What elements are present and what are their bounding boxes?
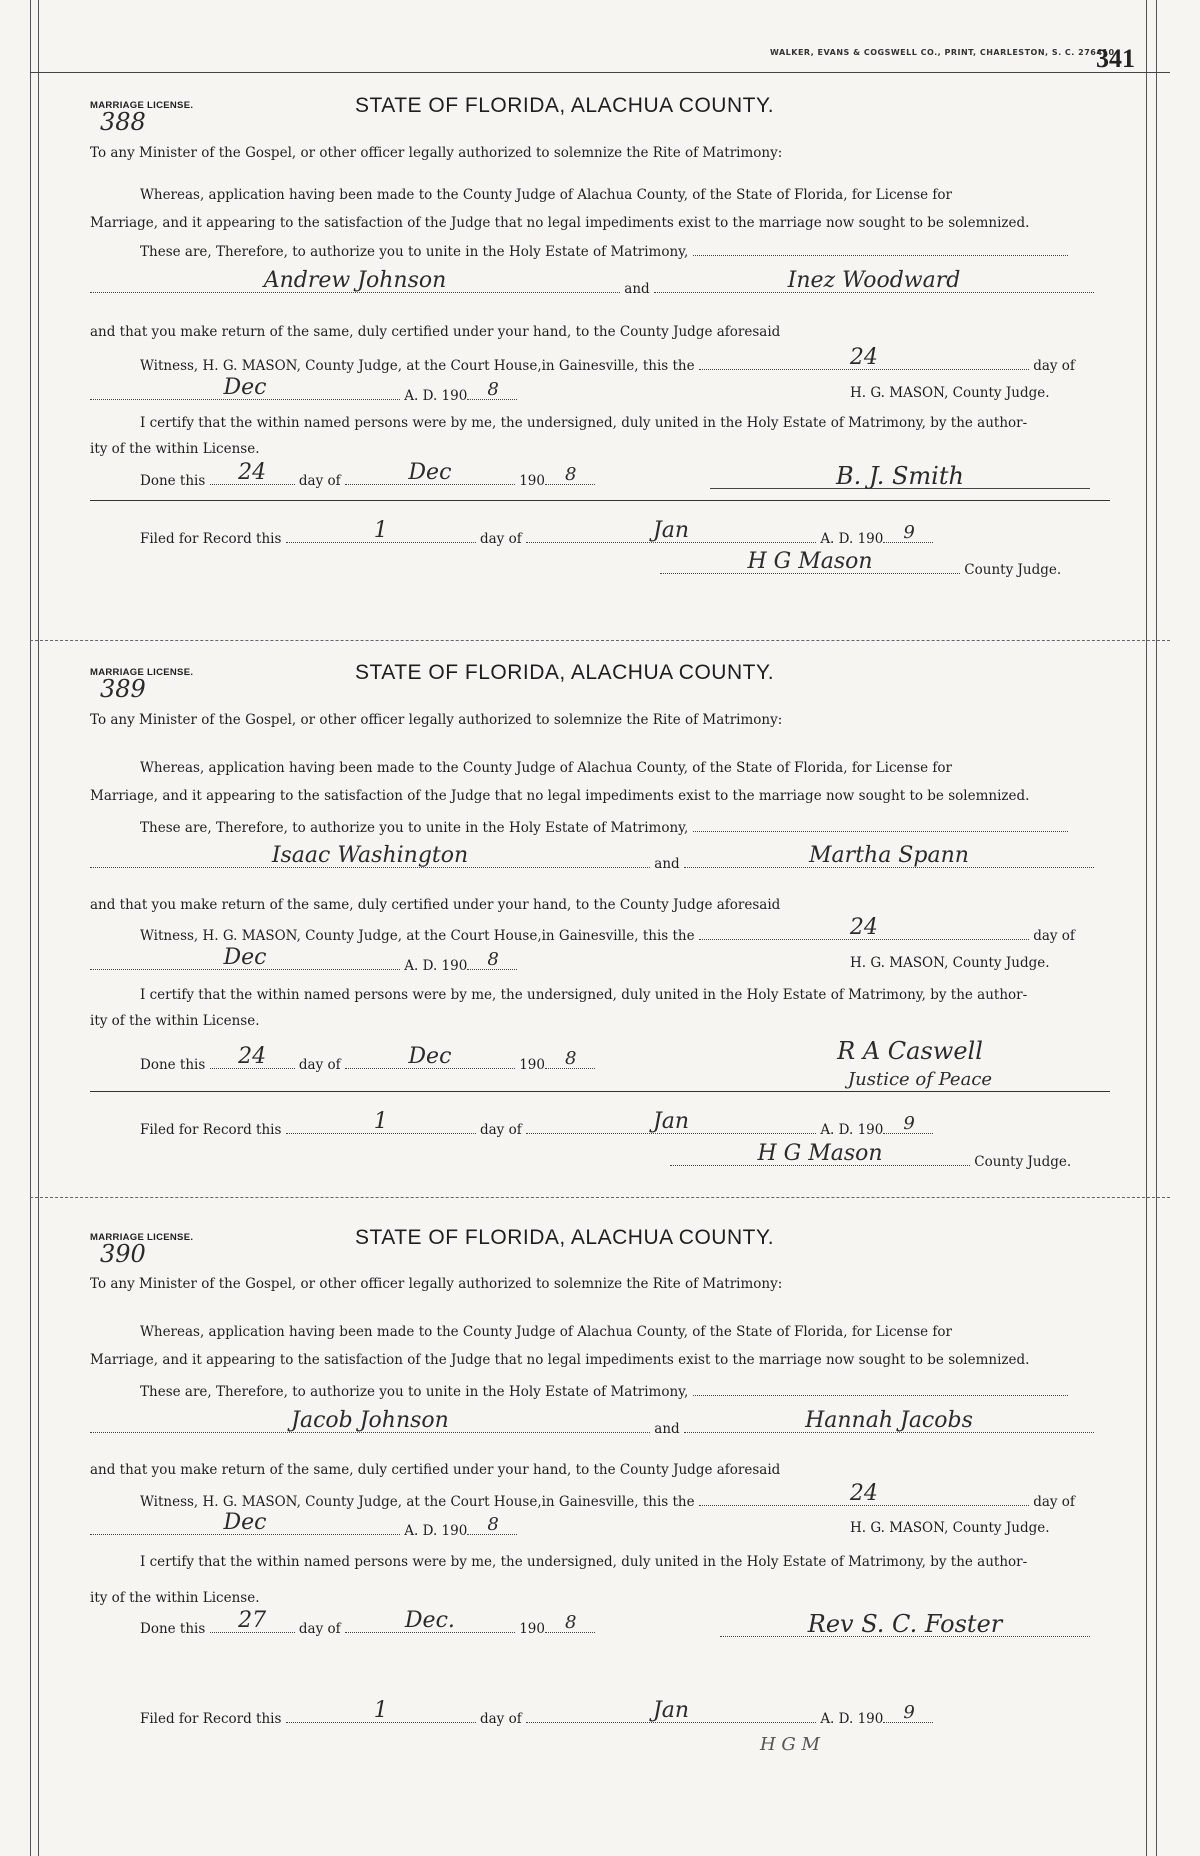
- groom-field: [90, 843, 650, 868]
- done-line: [140, 460, 595, 489]
- filed-year: 9: [903, 522, 915, 543]
- whereas-line-2: Marriage, and it appearing to the satisfaction of the Judge that no legal impediments exist to the marriage now sought to be solemnized.: [90, 1352, 1030, 1368]
- county-judge-text: County Judge.: [964, 562, 1062, 578]
- county-judge-text: County Judge.: [974, 1154, 1072, 1170]
- witness-line: [140, 345, 1075, 374]
- license-label: MARRIAGE LICENSE.: [90, 667, 194, 678]
- therefore-line: [140, 817, 1068, 836]
- done-year-field: [545, 1048, 595, 1069]
- names-line: [90, 268, 1094, 297]
- witness-day: 24: [849, 915, 878, 940]
- done-year-field: [545, 1612, 595, 1633]
- certify-line-2: ity of the within License.: [90, 1013, 260, 1029]
- therefore-text: These are, Therefore, to authorize you to unite in the Holy Estate of Matrimony,: [140, 820, 689, 836]
- witness-year: 8: [487, 1514, 499, 1535]
- address-line: To any Minister of the Gospel, or other officer legally authorized to solemnize the Rite of Matrimony:: [90, 145, 783, 161]
- whereas-line-1: Whereas, application having been made to the County Judge of Alachua County, of the State of Florida, for License for: [140, 760, 952, 776]
- ad-text: A. D. 190: [404, 1523, 468, 1539]
- witness-month-field: [90, 1510, 400, 1535]
- officiant-field: [720, 1610, 1090, 1637]
- witness-year: 8: [487, 379, 499, 400]
- therefore-blank: [693, 241, 1068, 256]
- and-text: and: [624, 281, 650, 297]
- officiant-field: [710, 462, 1090, 489]
- done-day-of: day of: [298, 473, 341, 489]
- witness-line: [140, 1481, 1075, 1510]
- filed-year: 9: [903, 1702, 915, 1723]
- filed-day-field: [286, 518, 476, 543]
- witness-line: [140, 915, 1075, 944]
- license-label: MARRIAGE LICENSE.: [90, 1232, 194, 1243]
- witness-month-field: [90, 945, 400, 970]
- filed-day-field: [286, 1698, 476, 1723]
- groom-field: [90, 1408, 650, 1433]
- witness-text: Witness, H. G. MASON, County Judge, at the Court House,in Gainesville, this the: [140, 358, 695, 374]
- filed-month-field: [526, 1109, 816, 1134]
- separator: [90, 500, 1110, 501]
- year-text: 190: [519, 1057, 545, 1073]
- day-of-text: day of: [1033, 358, 1075, 374]
- filed-month: Jan: [652, 518, 690, 543]
- certify-line-1: I certify that the within named persons were by me, the undersigned, duly united in the Holy Estate of Matrimony, by the author-: [140, 415, 1028, 431]
- filed-day: 1: [373, 1698, 388, 1723]
- filed-year-field: [883, 1702, 933, 1723]
- filed-day: 1: [373, 518, 388, 543]
- right-border-outer: [1156, 0, 1157, 1856]
- license-title: STATE OF FLORIDA, ALACHUA COUNTY.: [355, 94, 775, 117]
- and-text: and: [654, 856, 680, 872]
- done-text: Done this: [140, 1621, 206, 1637]
- county-judge-line: [670, 1141, 1072, 1170]
- done-month-field: [345, 1608, 515, 1633]
- filed-ad: A. D. 190: [820, 1711, 884, 1727]
- officiant-signature: Rev S. C. Foster: [807, 1610, 1003, 1638]
- witness-month: Dec: [223, 1510, 267, 1535]
- witness-day: 24: [849, 1481, 878, 1506]
- filed-day-of: day of: [479, 531, 522, 547]
- license-title: STATE OF FLORIDA, ALACHUA COUNTY.: [355, 661, 775, 684]
- whereas-line-1: Whereas, application having been made to the County Judge of Alachua County, of the State of Florida, for License for: [140, 1324, 952, 1340]
- license-label: MARRIAGE LICENSE.: [90, 100, 194, 111]
- done-year: 8: [565, 1612, 577, 1633]
- witness-year-field: [467, 949, 517, 970]
- ad-text: A. D. 190: [404, 388, 468, 404]
- groom-name: Isaac Washington: [271, 843, 469, 868]
- judge-signature: H G Mason: [757, 1141, 883, 1166]
- return-line: and that you make return of the same, duly certified under your hand, to the County Judge aforesaid: [90, 1462, 781, 1478]
- filed-text: Filed for Record this: [140, 531, 282, 547]
- top-rule: [30, 72, 1170, 73]
- filed-month-field: [526, 1698, 816, 1723]
- bride-field: [684, 843, 1094, 868]
- witness-year: 8: [487, 949, 499, 970]
- return-line: and that you make return of the same, duly certified under your hand, to the County Judge aforesaid: [90, 897, 781, 913]
- done-month: Dec: [408, 1044, 452, 1069]
- right-border: [1146, 0, 1147, 1856]
- bride-name: Martha Spann: [809, 843, 969, 868]
- therefore-blank: [693, 1381, 1068, 1396]
- witness-month: Dec: [223, 945, 267, 970]
- section-divider-2: [30, 1197, 1170, 1198]
- certify-line-2: ity of the within License.: [90, 441, 260, 457]
- witness-text: Witness, H. G. MASON, County Judge, at the Court House,in Gainesville, this the: [140, 1494, 695, 1510]
- filed-line: [140, 518, 933, 547]
- done-day: 27: [238, 1608, 267, 1633]
- filed-year-field: [883, 522, 933, 543]
- filed-year-field: [883, 1113, 933, 1134]
- done-month: Dec: [408, 460, 452, 485]
- license-number: 390: [100, 1240, 146, 1268]
- filed-day-of: day of: [479, 1711, 522, 1727]
- license-number: 389: [100, 675, 146, 703]
- separator: [90, 1091, 1110, 1092]
- judge-signature: H G Mason: [747, 549, 873, 574]
- day-of-text: day of: [1033, 928, 1075, 944]
- names-line: [90, 1408, 1094, 1437]
- witness-month-field: [90, 375, 400, 400]
- whereas-line-1: Whereas, application having been made to the County Judge of Alachua County, of the State of Florida, for License for: [140, 187, 952, 203]
- address-line: To any Minister of the Gospel, or other officer legally authorized to solemnize the Rite of Matrimony:: [90, 712, 783, 728]
- bride-name: Inez Woodward: [787, 268, 961, 293]
- done-line: [140, 1044, 595, 1073]
- whereas-line-2: Marriage, and it appearing to the satisfaction of the Judge that no legal impediments exist to the marriage now sought to be solemnized.: [90, 215, 1030, 231]
- witness-day: 24: [849, 345, 878, 370]
- certify-line-2: ity of the within License.: [90, 1590, 260, 1606]
- and-text: and: [654, 1421, 680, 1437]
- witness-month: Dec: [223, 375, 267, 400]
- whereas-line-2: Marriage, and it appearing to the satisfaction of the Judge that no legal impediments exist to the marriage now sought to be solemnized.: [90, 788, 1030, 804]
- judge-signature: H G M: [760, 1734, 820, 1755]
- filed-month: Jan: [652, 1109, 690, 1134]
- address-line: To any Minister of the Gospel, or other officer legally authorized to solemnize the Rite of Matrimony:: [90, 1276, 783, 1292]
- witness-month-line: [90, 945, 517, 974]
- judge-sig-field: [670, 1141, 970, 1166]
- left-border-inner: [38, 0, 39, 1856]
- filed-text: Filed for Record this: [140, 1122, 282, 1138]
- officiant-signature: R A Caswell: [837, 1037, 983, 1065]
- left-border: [30, 0, 31, 1856]
- filed-line: [140, 1698, 933, 1727]
- witness-day-field: [699, 915, 1029, 940]
- done-year: 8: [565, 464, 577, 485]
- filed-ad: A. D. 190: [820, 1122, 884, 1138]
- done-day-of: day of: [298, 1057, 341, 1073]
- filed-month: Jan: [652, 1698, 690, 1723]
- year-text: 190: [519, 1621, 545, 1637]
- bride-field: [654, 268, 1094, 293]
- done-year-field: [545, 464, 595, 485]
- done-month-field: [345, 1044, 515, 1069]
- judge-print: H. G. MASON, County Judge.: [850, 955, 1050, 971]
- witness-text: Witness, H. G. MASON, County Judge, at the Court House,in Gainesville, this the: [140, 928, 695, 944]
- officiant-title: Justice of Peace: [847, 1069, 993, 1090]
- witness-month-line: [90, 1510, 517, 1539]
- done-month-field: [345, 460, 515, 485]
- groom-field: [90, 268, 620, 293]
- done-day-of: day of: [298, 1621, 341, 1637]
- done-text: Done this: [140, 473, 206, 489]
- bride-field: [684, 1408, 1094, 1433]
- page-number: 341: [1096, 44, 1135, 73]
- done-day: 24: [238, 1044, 267, 1069]
- judge-print: H. G. MASON, County Judge.: [850, 1520, 1050, 1536]
- done-line: [140, 1608, 595, 1637]
- done-day: 24: [238, 460, 267, 485]
- done-text: Done this: [140, 1057, 206, 1073]
- done-day-field: [210, 1608, 295, 1633]
- filed-line: [140, 1109, 933, 1138]
- filed-day-of: day of: [479, 1122, 522, 1138]
- filed-day-field: [286, 1109, 476, 1134]
- judge-sig-field: [670, 1732, 910, 1754]
- printer-imprint: WALKER, EVANS & COGSWELL CO., PRINT, CHARLESTON, S. C. 276410: [770, 48, 1115, 57]
- filed-day: 1: [373, 1109, 388, 1134]
- ad-text: A. D. 190: [404, 958, 468, 974]
- therefore-line: [140, 241, 1068, 260]
- certify-line-1: I certify that the within named persons were by me, the undersigned, duly united in the Holy Estate of Matrimony, by the author-: [140, 1554, 1028, 1570]
- judge-sig-field: [660, 549, 960, 574]
- therefore-text: These are, Therefore, to authorize you to unite in the Holy Estate of Matrimony,: [140, 1384, 689, 1400]
- done-day-field: [210, 460, 295, 485]
- section-divider-1: [30, 640, 1170, 641]
- therefore-line: [140, 1381, 1068, 1400]
- year-text: 190: [519, 473, 545, 489]
- done-year: 8: [565, 1048, 577, 1069]
- day-of-text: day of: [1033, 1494, 1075, 1510]
- witness-year-field: [467, 1514, 517, 1535]
- county-judge-line: [660, 549, 1062, 578]
- filed-month-field: [526, 518, 816, 543]
- groom-name: Jacob Johnson: [291, 1408, 449, 1433]
- filed-year: 9: [903, 1113, 915, 1134]
- witness-month-line: [90, 375, 517, 404]
- certify-line-1: I certify that the within named persons were by me, the undersigned, duly united in the Holy Estate of Matrimony, by the author-: [140, 987, 1028, 1003]
- witness-year-field: [467, 379, 517, 400]
- filed-text: Filed for Record this: [140, 1711, 282, 1727]
- license-title: STATE OF FLORIDA, ALACHUA COUNTY.: [355, 1226, 775, 1249]
- witness-day-field: [699, 345, 1029, 370]
- witness-day-field: [699, 1481, 1029, 1506]
- bride-name: Hannah Jacobs: [805, 1408, 973, 1433]
- judge-print: H. G. MASON, County Judge.: [850, 385, 1050, 401]
- therefore-blank: [693, 817, 1068, 832]
- officiant-signature: B. J. Smith: [836, 462, 964, 490]
- return-line: and that you make return of the same, duly certified under your hand, to the County Judge aforesaid: [90, 324, 781, 340]
- done-month: Dec.: [404, 1608, 455, 1633]
- therefore-text: These are, Therefore, to authorize you to unite in the Holy Estate of Matrimony,: [140, 244, 689, 260]
- names-line: [90, 843, 1094, 872]
- officiant-title-field: [750, 1069, 1090, 1089]
- filed-ad: A. D. 190: [820, 531, 884, 547]
- license-number: 388: [100, 108, 146, 136]
- groom-name: Andrew Johnson: [263, 268, 447, 293]
- officiant-field: [730, 1039, 1090, 1063]
- done-day-field: [210, 1044, 295, 1069]
